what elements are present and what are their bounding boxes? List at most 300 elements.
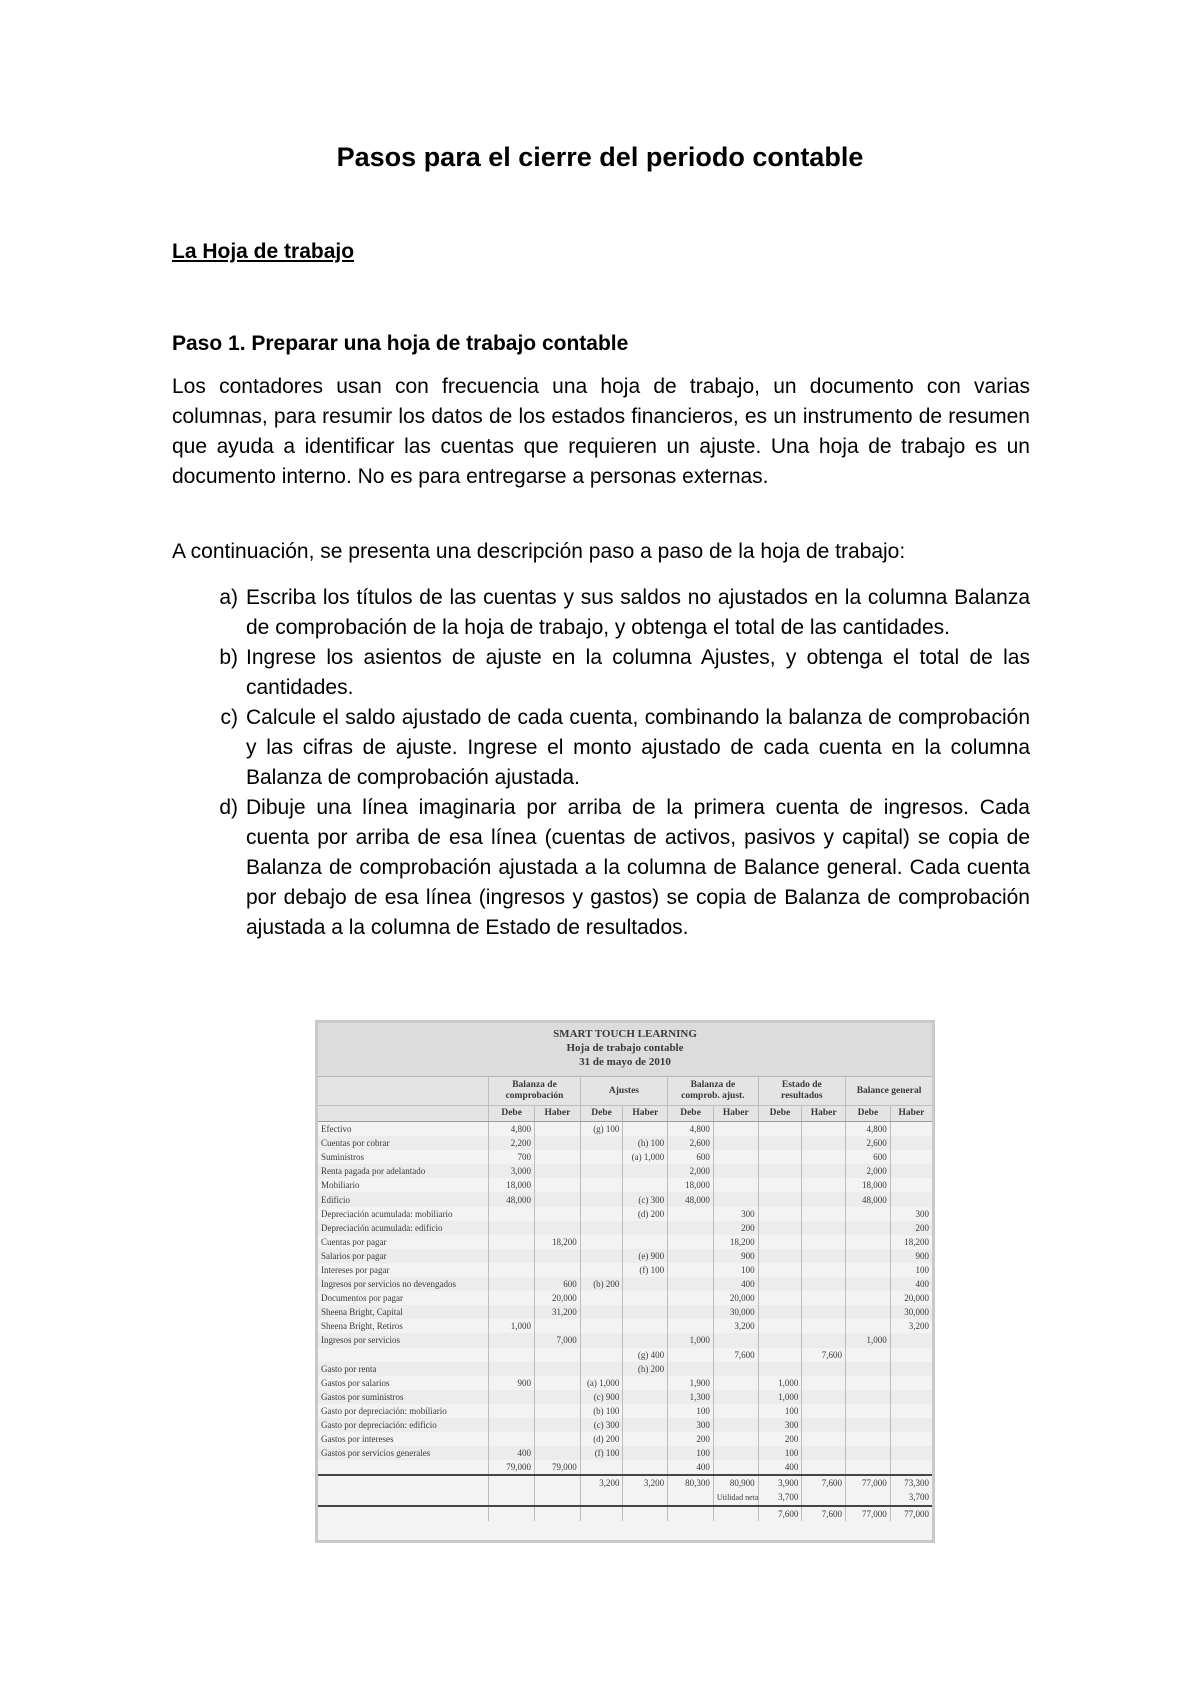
list-text: Escriba los títulos de las cuentas y sus saldos no ajustados en la columna Balanza de comprobación de la hoja de trabajo, y obtenga el total de las cantidades. xyxy=(246,586,1030,639)
amount-cell: 18,200 xyxy=(713,1235,758,1249)
amount-cell xyxy=(713,1362,758,1376)
amount-cell xyxy=(802,1291,846,1305)
amount-cell xyxy=(890,1446,932,1460)
total-cell: 3,200 xyxy=(580,1475,623,1490)
amount-cell xyxy=(623,1122,668,1137)
account-name: Mobiliario xyxy=(321,1180,360,1191)
final-total-cell: 7,600 xyxy=(802,1506,846,1521)
table-row xyxy=(318,1207,932,1221)
total-cell xyxy=(318,1475,489,1490)
amount-cell xyxy=(713,1136,758,1150)
amount-cell: 2,600 xyxy=(846,1136,891,1150)
list-text: Calcule el saldo ajustado de cada cuenta, combinando la balanza de comprobación y las cifras de ajuste. Ingrese el monto ajustado de cada cuenta en la columna Balanza de comprobación ajustada. xyxy=(246,706,1030,789)
steps-list xyxy=(172,583,1030,943)
totals-row xyxy=(318,1475,932,1490)
account-name: Cuentas por pagar xyxy=(321,1236,387,1247)
amount-cell xyxy=(758,1207,802,1221)
list-text: Dibuje una línea imaginaria por arriba de la primera cuenta de ingresos. Cada cuenta por arriba de esa línea (cuentas de activos, pasivos y capital) se copia de Balanza de comprobación ajustada a la columna de Balance general. Cada cuenta por debajo de esa línea (ingresos y gastos) se copia de Balanza de comprobación ajustada a la columna de Estado de resultados. xyxy=(246,796,1030,939)
amount-cell xyxy=(802,1221,846,1235)
amount-cell: (f) 100 xyxy=(623,1263,668,1277)
amount-cell xyxy=(846,1362,891,1376)
amount-cell xyxy=(846,1305,891,1319)
amount-cell xyxy=(535,1376,581,1390)
amount-cell: (d) 200 xyxy=(580,1432,623,1446)
amount-cell: 3,200 xyxy=(890,1319,932,1333)
amount-cell: 79,000 xyxy=(535,1460,581,1475)
table-row xyxy=(318,1432,932,1446)
amount-cell: 1,000 xyxy=(758,1390,802,1404)
table-row xyxy=(318,1150,932,1164)
worksheet-header xyxy=(318,1023,932,1077)
amount-cell: 1,000 xyxy=(489,1319,535,1333)
total-cell: 77,000 xyxy=(846,1475,891,1490)
amount-cell xyxy=(580,1348,623,1362)
amount-cell xyxy=(668,1207,714,1221)
amount-cell: 1,000 xyxy=(668,1333,714,1347)
amount-cell xyxy=(713,1404,758,1418)
amount-cell: 100 xyxy=(668,1446,714,1460)
total-cell: 80,900 xyxy=(713,1475,758,1490)
amount-cell xyxy=(580,1263,623,1277)
account-name: Sheena Bright, Capital xyxy=(318,1305,489,1319)
total-cell: 7,600 xyxy=(802,1475,846,1490)
amount-cell xyxy=(758,1277,802,1291)
amount-cell xyxy=(489,1305,535,1319)
amount-cell xyxy=(535,1432,581,1446)
amount-cell xyxy=(846,1249,891,1263)
table-row xyxy=(318,1277,932,1291)
final-total-cell: 77,000 xyxy=(846,1506,891,1521)
amount-cell xyxy=(535,1192,581,1206)
amount-cell: 300 xyxy=(668,1418,714,1432)
account-name: Salarios por pagar xyxy=(318,1249,489,1263)
amount-cell: 18,000 xyxy=(489,1178,535,1192)
paragraph-intro: Los contadores usan con frecuencia una hoja de trabajo, un documento con varias columnas, para resumir los datos de los estados financieros, es un instrumento de resumen que ayuda a identificar las cuentas que requieren un ajuste. Una hoja de trabajo es un documento interno. No es para entregarse a personas externas. xyxy=(172,375,1030,488)
amount-cell: 3,200 xyxy=(713,1319,758,1333)
amount-cell xyxy=(535,1319,581,1333)
amount-cell xyxy=(668,1305,714,1319)
amount-cell: 200 xyxy=(758,1432,802,1446)
amount-cell: 600 xyxy=(846,1150,891,1164)
amount-cell xyxy=(846,1348,891,1362)
amount-cell xyxy=(802,1249,846,1263)
amount-cell: 48,000 xyxy=(846,1192,891,1206)
haber-header: Haber xyxy=(713,1106,758,1122)
amount-cell xyxy=(580,1164,623,1178)
amount-cell: 200 xyxy=(713,1221,758,1235)
step-heading: Paso 1. Preparar una hoja de trabajo contable xyxy=(172,332,629,355)
amount-cell xyxy=(580,1178,623,1192)
haber-header: Haber xyxy=(623,1106,668,1122)
amount-cell: 4,800 xyxy=(846,1122,891,1137)
amount-cell xyxy=(846,1446,891,1460)
amount-cell: (b) 200 xyxy=(580,1277,623,1291)
amount-cell xyxy=(580,1333,623,1347)
table-row xyxy=(318,1319,932,1333)
account-name: Suministros xyxy=(321,1152,365,1163)
account-name: Cuentas por cobrar xyxy=(318,1136,489,1150)
amount-cell xyxy=(668,1348,714,1362)
list-item xyxy=(172,643,1030,703)
table-row xyxy=(318,1446,932,1460)
amount-cell xyxy=(580,1362,623,1376)
amount-cell: 400 xyxy=(668,1460,714,1475)
amount-cell xyxy=(623,1221,668,1235)
amount-cell xyxy=(802,1404,846,1418)
amount-cell xyxy=(713,1164,758,1178)
amount-cell xyxy=(890,1376,932,1390)
amount-cell xyxy=(535,1390,581,1404)
haber-header: Haber xyxy=(890,1106,932,1122)
group-header: Balanza de comprob. ajust. xyxy=(668,1077,758,1106)
account-name: Renta pagada por adelantado xyxy=(318,1164,489,1178)
amount-cell xyxy=(802,1207,846,1221)
amount-cell xyxy=(668,1235,714,1249)
amount-cell xyxy=(758,1150,802,1164)
account-name: Gastos por intereses xyxy=(321,1434,394,1445)
amount-cell xyxy=(580,1192,623,1206)
amount-cell: 18,200 xyxy=(890,1235,932,1249)
list-item xyxy=(172,703,1030,793)
total-cell: 80,300 xyxy=(668,1475,714,1490)
amount-cell xyxy=(668,1291,714,1305)
amount-cell xyxy=(846,1390,891,1404)
amount-cell xyxy=(668,1277,714,1291)
amount-cell: (e) 900 xyxy=(623,1249,668,1263)
amount-cell: (d) 200 xyxy=(623,1207,668,1221)
amount-cell xyxy=(623,1446,668,1460)
amount-cell xyxy=(623,1178,668,1192)
amount-cell xyxy=(580,1136,623,1150)
amount-cell xyxy=(489,1291,535,1305)
final-totals-row xyxy=(318,1506,932,1521)
amount-cell xyxy=(713,1192,758,1206)
amount-cell xyxy=(580,1150,623,1164)
amount-cell xyxy=(489,1348,535,1362)
total-cell: 3,200 xyxy=(623,1475,668,1490)
list-item xyxy=(172,583,1030,643)
account-name: Gastos por servicios generales xyxy=(318,1446,489,1460)
worksheet-image xyxy=(315,1020,935,1543)
amount-cell xyxy=(489,1390,535,1404)
amount-cell: (h) 200 xyxy=(623,1362,668,1376)
amount-cell xyxy=(758,1362,802,1376)
amount-cell xyxy=(623,1319,668,1333)
worksheet-company: SMART TOUCH LEARNING xyxy=(553,1028,697,1040)
worksheet-table xyxy=(318,1077,932,1521)
amount-cell xyxy=(713,1178,758,1192)
amount-cell xyxy=(758,1192,802,1206)
amount-cell: 300 xyxy=(713,1207,758,1221)
account-name: Depreciación acumulada: mobiliario xyxy=(321,1208,453,1219)
list-marker: c) xyxy=(220,706,238,729)
table-row xyxy=(318,1122,932,1137)
amount-cell xyxy=(758,1235,802,1249)
amount-cell xyxy=(713,1122,758,1137)
table-row xyxy=(318,1164,932,1178)
amount-cell xyxy=(535,1122,581,1137)
total-cell: 73,300 xyxy=(890,1475,932,1490)
amount-cell xyxy=(758,1291,802,1305)
amount-cell xyxy=(890,1390,932,1404)
amount-cell xyxy=(802,1122,846,1137)
amount-cell xyxy=(758,1136,802,1150)
amount-cell xyxy=(846,1207,891,1221)
amount-cell xyxy=(802,1164,846,1178)
amount-cell xyxy=(713,1376,758,1390)
account-name: Gastos por suministros xyxy=(318,1390,489,1404)
amount-cell xyxy=(846,1418,891,1432)
account-name: Efectivo xyxy=(321,1124,352,1135)
group-header: Balanza de comprobación xyxy=(489,1077,580,1106)
amount-cell: 3,000 xyxy=(489,1164,535,1178)
amount-cell xyxy=(846,1460,891,1475)
amount-cell: 300 xyxy=(758,1418,802,1432)
table-row xyxy=(318,1460,932,1475)
amount-cell: 2,000 xyxy=(668,1164,714,1178)
amount-cell xyxy=(758,1221,802,1235)
account-name: Intereses por pagar xyxy=(321,1264,390,1275)
amount-cell: (a) 1,000 xyxy=(580,1376,623,1390)
amount-cell xyxy=(890,1150,932,1164)
amount-cell: 7,600 xyxy=(713,1348,758,1362)
amount-cell xyxy=(580,1207,623,1221)
amount-cell xyxy=(846,1404,891,1418)
amount-cell: 20,000 xyxy=(890,1291,932,1305)
amount-cell xyxy=(623,1277,668,1291)
amount-cell xyxy=(713,1432,758,1446)
amount-cell xyxy=(802,1319,846,1333)
amount-cell: 100 xyxy=(890,1263,932,1277)
amount-cell: (f) 100 xyxy=(580,1446,623,1460)
amount-cell: 79,000 xyxy=(489,1460,535,1475)
account-name xyxy=(318,1348,489,1362)
account-name: Depreciación acumulada: edificio xyxy=(318,1221,489,1235)
amount-cell xyxy=(890,1136,932,1150)
amount-cell: 700 xyxy=(489,1150,535,1164)
table-row xyxy=(318,1221,932,1235)
amount-cell: (c) 900 xyxy=(580,1390,623,1404)
amount-cell: (g) 100 xyxy=(580,1122,623,1137)
amount-cell xyxy=(535,1348,581,1362)
amount-cell xyxy=(890,1404,932,1418)
amount-cell: 20,000 xyxy=(713,1291,758,1305)
amount-cell xyxy=(846,1291,891,1305)
amount-cell xyxy=(580,1249,623,1263)
amount-cell: 600 xyxy=(535,1277,581,1291)
amount-cell xyxy=(802,1376,846,1390)
amount-cell: 100 xyxy=(758,1404,802,1418)
amount-cell: 7,000 xyxy=(535,1333,581,1347)
amount-cell: 18,000 xyxy=(846,1178,891,1192)
amount-cell xyxy=(535,1263,581,1277)
amount-cell: 48,000 xyxy=(489,1192,535,1206)
amount-cell xyxy=(758,1319,802,1333)
amount-cell xyxy=(846,1263,891,1277)
amount-cell xyxy=(846,1432,891,1446)
amount-cell: 1,300 xyxy=(668,1390,714,1404)
list-marker: b) xyxy=(219,646,238,669)
net-income-value: 3,700 xyxy=(890,1490,932,1505)
amount-cell xyxy=(489,1235,535,1249)
amount-cell: 2,600 xyxy=(668,1136,714,1150)
account-name: Sheena Bright, Retiros xyxy=(321,1321,403,1332)
net-income-label: Utilidad neta xyxy=(713,1490,758,1505)
total-cell xyxy=(489,1475,535,1490)
amount-cell xyxy=(668,1221,714,1235)
amount-cell: 2,000 xyxy=(846,1164,891,1178)
amount-cell xyxy=(623,1432,668,1446)
amount-cell xyxy=(802,1446,846,1460)
amount-cell xyxy=(668,1263,714,1277)
amount-cell xyxy=(535,1207,581,1221)
table-row xyxy=(318,1305,932,1319)
amount-cell: 400 xyxy=(489,1446,535,1460)
worksheet-name: Hoja de trabajo contable xyxy=(566,1042,684,1054)
amount-cell xyxy=(890,1418,932,1432)
amount-cell: 1,000 xyxy=(758,1376,802,1390)
amount-cell xyxy=(580,1291,623,1305)
group-header: Balance general xyxy=(846,1077,932,1106)
amount-cell xyxy=(846,1235,891,1249)
amount-cell: 2,200 xyxy=(489,1136,535,1150)
debe-header: Debe xyxy=(489,1106,535,1122)
table-row xyxy=(318,1178,932,1192)
amount-cell xyxy=(890,1348,932,1362)
amount-cell: 7,600 xyxy=(802,1348,846,1362)
amount-cell: 100 xyxy=(668,1404,714,1418)
table-row xyxy=(318,1348,932,1362)
amount-cell xyxy=(713,1150,758,1164)
amount-cell xyxy=(802,1390,846,1404)
amount-cell xyxy=(623,1460,668,1475)
amount-cell: 18,200 xyxy=(535,1235,581,1249)
amount-cell xyxy=(489,1333,535,1347)
amount-cell xyxy=(802,1192,846,1206)
amount-cell xyxy=(758,1122,802,1137)
table-row xyxy=(318,1362,932,1376)
amount-cell: 400 xyxy=(890,1277,932,1291)
amount-cell xyxy=(623,1333,668,1347)
amount-cell: 400 xyxy=(713,1277,758,1291)
amount-cell xyxy=(580,1460,623,1475)
total-cell: 3,900 xyxy=(758,1475,802,1490)
account-name xyxy=(318,1460,489,1475)
amount-cell xyxy=(623,1291,668,1305)
amount-cell: (c) 300 xyxy=(623,1192,668,1206)
amount-cell: 900 xyxy=(890,1249,932,1263)
amount-cell xyxy=(802,1460,846,1475)
list-marker: a) xyxy=(219,586,238,609)
amount-cell xyxy=(623,1235,668,1249)
page-title: Pasos para el cierre del periodo contable xyxy=(336,142,864,172)
debe-header: Debe xyxy=(668,1106,714,1122)
amount-cell: 600 xyxy=(668,1150,714,1164)
table-row xyxy=(318,1235,932,1249)
amount-cell xyxy=(580,1319,623,1333)
amount-cell xyxy=(890,1178,932,1192)
final-total-cell: 7,600 xyxy=(758,1506,802,1521)
amount-cell xyxy=(713,1333,758,1347)
amount-cell xyxy=(846,1319,891,1333)
account-name: Gasto por renta xyxy=(318,1362,489,1376)
amount-cell xyxy=(623,1376,668,1390)
haber-header: Haber xyxy=(535,1106,581,1122)
amount-cell xyxy=(535,1221,581,1235)
amount-cell: 900 xyxy=(489,1376,535,1390)
amount-cell: 20,000 xyxy=(535,1291,581,1305)
amount-cell: 31,200 xyxy=(535,1305,581,1319)
amount-cell: 100 xyxy=(758,1446,802,1460)
amount-cell xyxy=(758,1178,802,1192)
paragraph-lead: A continuación, se presenta una descripción paso a paso de la hoja de trabajo: xyxy=(172,540,906,563)
account-name: Gastos por salarios xyxy=(321,1377,390,1388)
amount-cell xyxy=(802,1333,846,1347)
table-row xyxy=(318,1333,932,1347)
amount-cell xyxy=(623,1404,668,1418)
net-income-value: 3,700 xyxy=(758,1490,802,1505)
amount-cell xyxy=(846,1221,891,1235)
amount-cell xyxy=(802,1178,846,1192)
amount-cell: 4,800 xyxy=(668,1122,714,1137)
account-name: Gasto por depreciación: mobiliario xyxy=(321,1405,447,1416)
amount-cell xyxy=(580,1305,623,1319)
amount-cell xyxy=(535,1404,581,1418)
amount-cell xyxy=(890,1432,932,1446)
table-row xyxy=(318,1376,932,1390)
amount-cell xyxy=(890,1460,932,1475)
table-row xyxy=(318,1249,932,1263)
amount-cell xyxy=(713,1418,758,1432)
net-income-row xyxy=(318,1490,932,1505)
amount-cell xyxy=(623,1390,668,1404)
amount-cell xyxy=(580,1235,623,1249)
account-name: Ingresos por servicios xyxy=(318,1333,489,1347)
amount-cell: 4,800 xyxy=(489,1122,535,1137)
amount-cell: (c) 300 xyxy=(580,1418,623,1432)
amount-cell: 30,000 xyxy=(890,1305,932,1319)
amount-cell: 900 xyxy=(713,1249,758,1263)
amount-cell xyxy=(846,1277,891,1291)
list-text: Ingrese los asientos de ajuste en la columna Ajustes, y obtenga el total de las cantidades. xyxy=(246,646,1030,699)
section-subtitle: La Hoja de trabajo xyxy=(172,240,355,263)
table-row xyxy=(318,1418,932,1432)
amount-cell xyxy=(802,1418,846,1432)
amount-cell xyxy=(890,1333,932,1347)
table-row xyxy=(318,1390,932,1404)
list-marker: d) xyxy=(219,796,238,819)
amount-cell xyxy=(890,1122,932,1137)
amount-cell xyxy=(758,1249,802,1263)
total-cell xyxy=(535,1475,581,1490)
amount-cell xyxy=(489,1362,535,1376)
amount-cell xyxy=(668,1249,714,1263)
debe-header: Debe xyxy=(758,1106,802,1122)
table-row xyxy=(318,1136,932,1150)
amount-cell xyxy=(890,1164,932,1178)
amount-cell xyxy=(758,1333,802,1347)
haber-header: Haber xyxy=(802,1106,846,1122)
amount-cell xyxy=(758,1305,802,1319)
amount-cell: 1,900 xyxy=(668,1376,714,1390)
amount-cell xyxy=(802,1305,846,1319)
amount-cell xyxy=(713,1390,758,1404)
table-row xyxy=(318,1263,932,1277)
amount-cell xyxy=(802,1432,846,1446)
table-row xyxy=(318,1192,932,1206)
amount-cell xyxy=(713,1460,758,1475)
amount-cell xyxy=(489,1404,535,1418)
